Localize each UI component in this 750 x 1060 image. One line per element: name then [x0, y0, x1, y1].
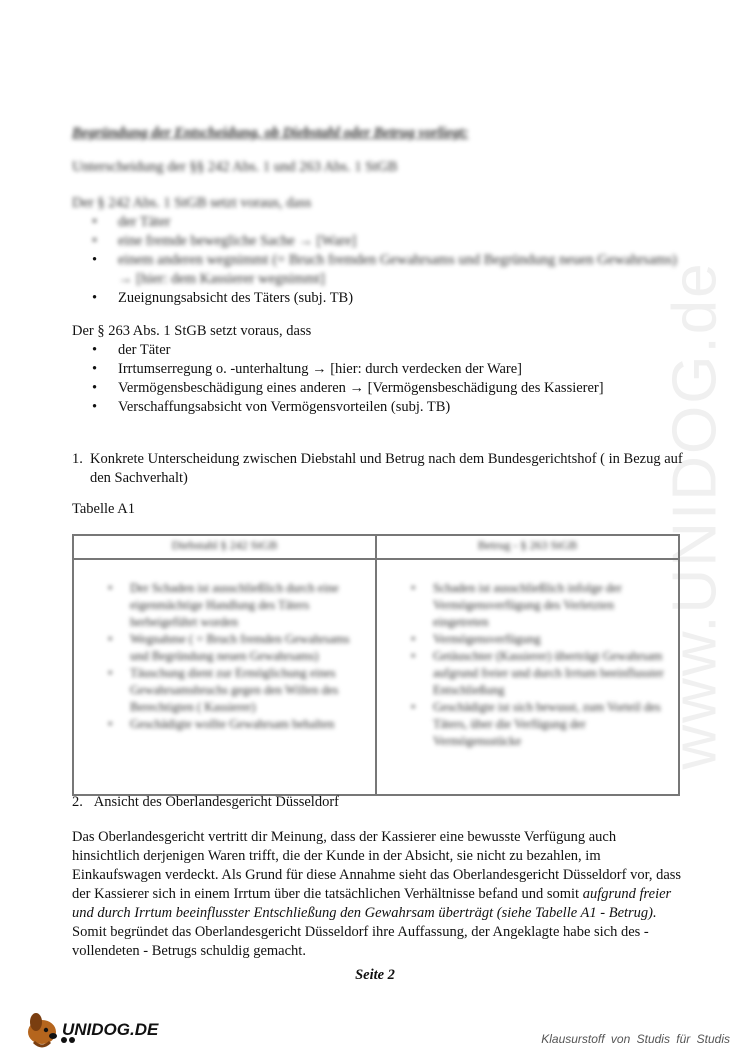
- table-header-right: Betrug - § 263 StGB: [376, 535, 679, 559]
- section-263: [72, 322, 682, 417]
- list-item: • eine fremde bewegliche Sache → [Ware]: [118, 232, 682, 251]
- paragraph-text: Das Oberlandesgericht vertritt dir Meinung, dass der Kassierer eine bewusste Verfügung auch hinsichtlich derjenigen Waren trifft, die der Kunde in der Absicht, sie nicht zu bezahlen, im Einkaufswagen verdeckt. Als Grund für diese Annahme sieht das Oberlandesgericht Düsseldorf vor, dass der Kassierer sich in einem Irrtum über die tatsächlichen Verhältnisse befand und somit: [72, 829, 682, 902]
- list-item: • Verschaffungsabsicht von Vermögensvorteilen (subj. TB): [118, 398, 682, 417]
- table-header-left: Diebstahl § 242 StGB: [73, 535, 376, 559]
- list-item: • der Täter: [118, 213, 682, 232]
- section-242-list: [72, 213, 682, 308]
- table-list-item: • Geschädigte wollte Gewahrsam behalten: [130, 716, 365, 733]
- unidog-logo[interactable]: [20, 1006, 160, 1052]
- table-label: Tabelle A1: [72, 501, 136, 517]
- table-cell-left: [73, 559, 376, 795]
- logo-text: UNIDOG.DE: [62, 1020, 159, 1039]
- list-item: [118, 251, 682, 289]
- section-242: [72, 194, 682, 308]
- paragraph-italic: aufgrund freier und durch Irrtum beeinflusster Entschließung den Gewahrsam überträgt (siehe Tabelle A1 - Betrug).: [72, 886, 672, 921]
- watermark-text: www.UNIDOG.de: [660, 260, 730, 770]
- list-item: • Irrtumserregung o. -unterhaltung → [hier: durch verdecken der Ware]: [118, 360, 682, 379]
- list-item: • Zueignungsabsicht des Täters (subj. TB): [118, 289, 682, 308]
- table-list-item: • Getäuschter (Kassierer) überträgt Gewahrsam aufgrund freier und durch Irrtum beeinflusster Entschließung: [433, 648, 668, 699]
- comparison-table: [72, 534, 680, 796]
- table-list-item: • Geschädigte ist sich bewusst, zum Vorteil des Täters, über die Verfügung der Vermögensstücke: [433, 699, 668, 750]
- subheading: Unterscheidung der §§ 242 Abs. 1 und 263 Abs. 1 StGB: [72, 159, 398, 175]
- table-list-item: • Vermögensverfügung: [433, 631, 668, 648]
- tagline: Klausurstoff von Studis für Studis: [541, 1032, 730, 1046]
- section-263-intro: Der § 263 Abs. 1 StGB setzt voraus, dass: [72, 323, 312, 339]
- page-number: Seite 2: [355, 967, 395, 983]
- body-paragraph: [72, 828, 682, 961]
- point-2-number: 2.: [72, 794, 83, 810]
- section-242-intro: Der § 242 Abs. 1 StGB setzt voraus, dass: [72, 195, 312, 211]
- list-item: • Vermögensbeschädigung eines anderen → [Vermögensbeschädigung des Kassierer]: [118, 379, 682, 398]
- section-263-list: [72, 341, 682, 417]
- table-cell-right: [376, 559, 679, 795]
- point-2: [72, 793, 339, 812]
- page-heading: Begründung der Entscheidung, ob Diebstahl oder Betrug vorliegt:: [72, 125, 469, 141]
- list-item-text: einem anderen wegnimmt (= Bruch fremden Gewahrsams und Begründung neuen Gewahrsams) → [hier: dem Kassierer wegnimmt]: [118, 252, 678, 287]
- table-list-item: • Der Schaden ist ausschließlich durch eine eigenmächtige Handlung des Täters herbeigeführt worden: [130, 580, 365, 631]
- table-list-item: • Täuschung dient zur Ermöglichung eines Gewahrsamsbruchs gegen den Willen des Berechtigten ( Kassierer): [130, 665, 365, 716]
- point-1: [72, 450, 692, 488]
- table-list-item: • Wegnahme ( = Bruch fremden Gewahrsams und Begründung neuen Gewahrsams): [130, 631, 365, 665]
- dog-logo-icon: [20, 1006, 160, 1052]
- table-list-item: • Schaden ist ausschließlich infolge der Vermögensverfügung des Verletzten eingetreten: [433, 580, 668, 631]
- paragraph-text-end: Somit begründet das Oberlandesgericht Düsseldorf ihre Auffassung, der Angeklagte habe sich des - vollendeten - Betrugs schuldig gemacht.: [72, 924, 649, 959]
- point-1-text: Konkrete Unterscheidung zwischen Diebstahl und Betrug nach dem Bundesgerichtshof ( in Bezug auf den Sachverhalt): [90, 451, 683, 486]
- point-2-text: Ansicht des Oberlandesgericht Düsseldorf: [93, 794, 339, 810]
- list-item: • der Täter: [118, 341, 682, 360]
- point-1-number: 1.: [72, 451, 83, 467]
